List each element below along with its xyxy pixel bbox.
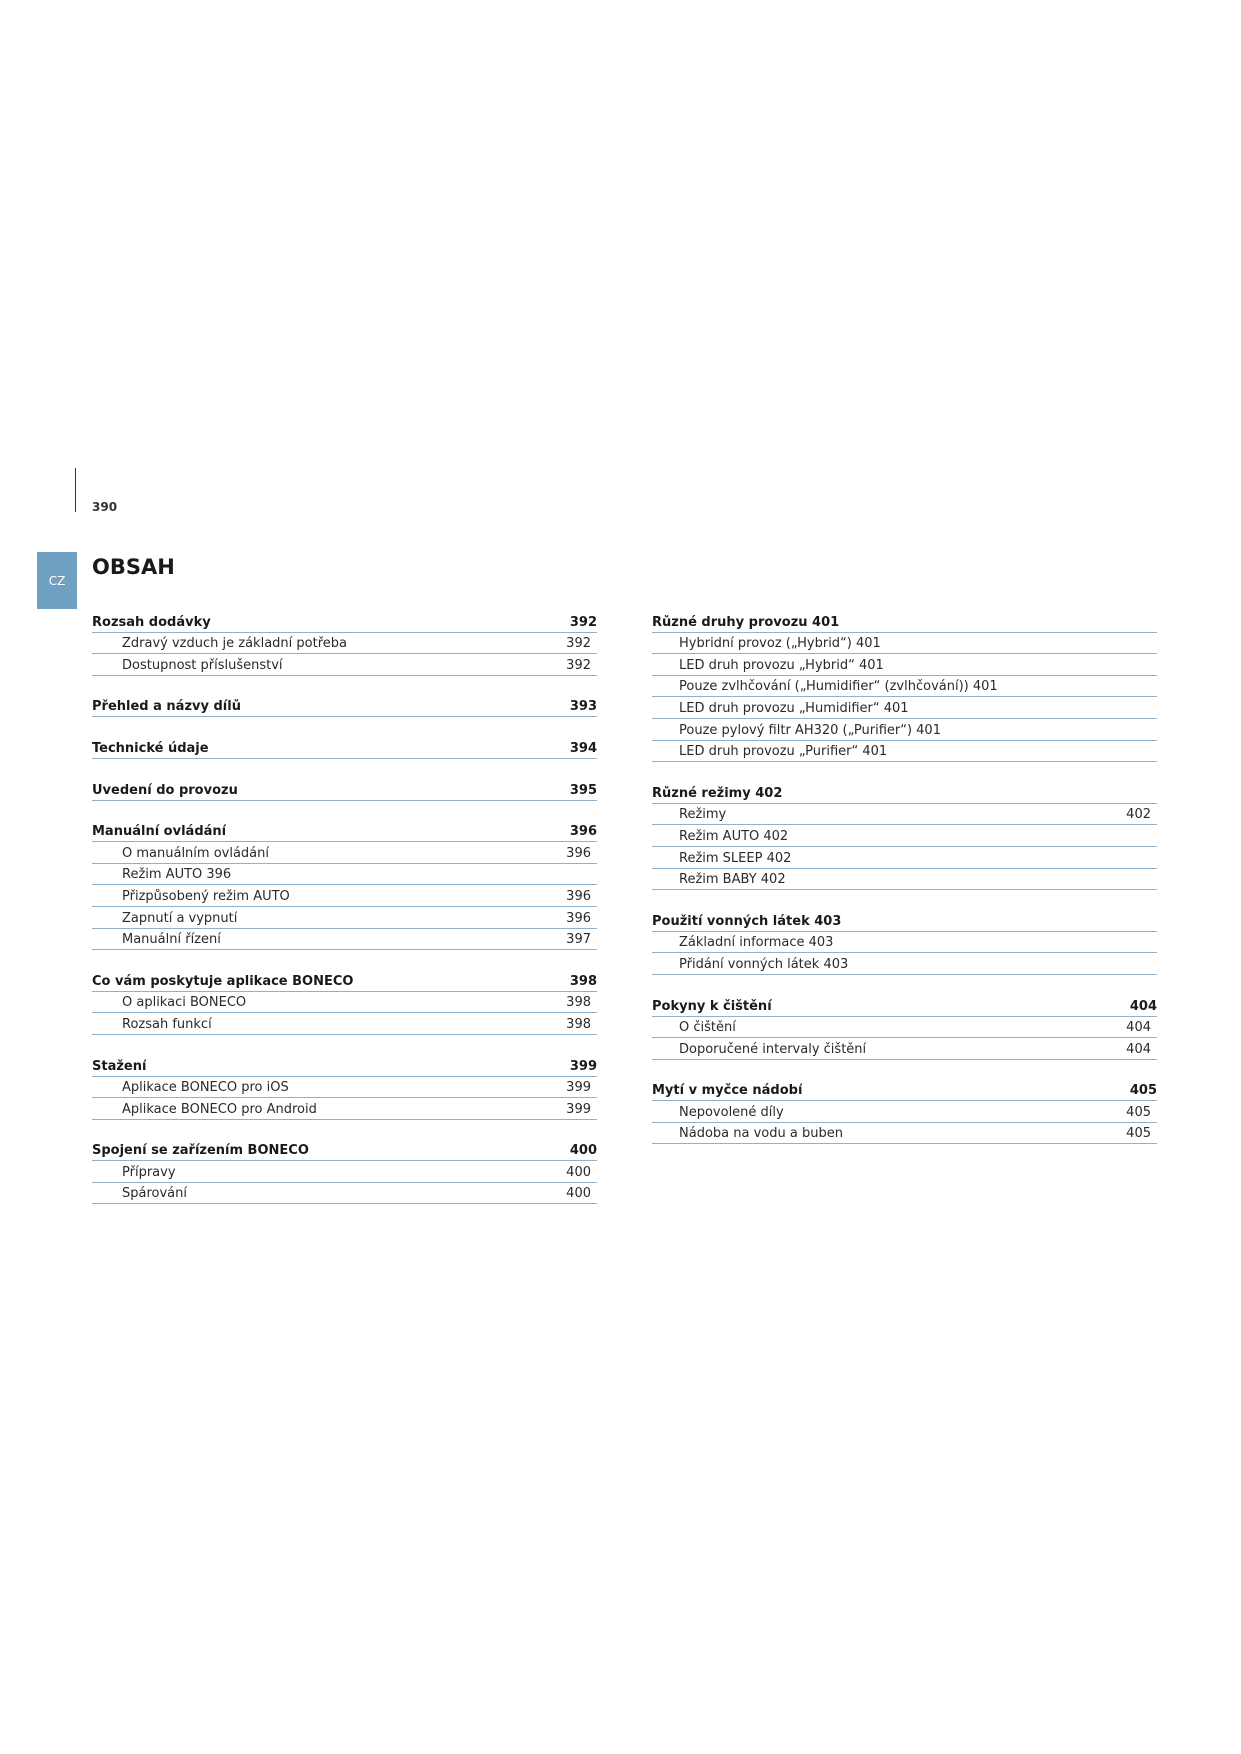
toc-heading-label: Přehled a názvy dílů bbox=[92, 699, 241, 715]
toc-entry-label: Pouze zvlhčování („Humidifier“ (zvlhčování)) 401 bbox=[679, 679, 998, 695]
toc-heading-page: 396 bbox=[569, 824, 597, 840]
toc-heading[interactable] bbox=[92, 821, 597, 843]
toc-entry-page: 400 bbox=[566, 1186, 591, 1202]
toc-section bbox=[652, 910, 1157, 975]
toc-entry[interactable] bbox=[92, 1013, 597, 1035]
toc-entry-label: Přidání vonných látek 403 bbox=[679, 956, 849, 972]
toc-section bbox=[92, 821, 597, 951]
toc-heading-label: Pokyny k čištění bbox=[652, 998, 772, 1014]
toc-heading[interactable] bbox=[652, 910, 1157, 932]
toc-entry-page: 404 bbox=[1126, 1020, 1151, 1036]
page-number: 390 bbox=[92, 500, 118, 514]
toc-heading[interactable] bbox=[652, 995, 1157, 1017]
toc-entry[interactable] bbox=[652, 1017, 1157, 1039]
toc-entry[interactable] bbox=[652, 953, 1157, 975]
toc-entry[interactable] bbox=[92, 1077, 597, 1099]
toc-entry-label: Režim SLEEP 402 bbox=[679, 850, 792, 866]
toc-heading[interactable] bbox=[652, 611, 1157, 633]
header-rule bbox=[75, 468, 76, 512]
toc-entry-label: O manuálním ovládání bbox=[122, 845, 269, 861]
toc-entry[interactable] bbox=[92, 929, 597, 951]
toc-section bbox=[92, 611, 597, 676]
toc-section bbox=[652, 1080, 1157, 1145]
toc-heading[interactable] bbox=[92, 970, 597, 992]
toc-entry-label: LED druh provozu „Purifier“ 401 bbox=[679, 744, 888, 760]
toc-entry-page: 402 bbox=[1126, 807, 1151, 823]
toc-entry[interactable] bbox=[92, 654, 597, 676]
toc-heading-label: Různé režimy 402 bbox=[652, 785, 783, 801]
toc-entry[interactable] bbox=[652, 825, 1157, 847]
toc-entry-label: Nádoba na vodu a buben bbox=[679, 1126, 843, 1142]
toc-entry-page: 396 bbox=[566, 888, 591, 904]
toc-entry[interactable] bbox=[652, 654, 1157, 676]
toc-entry-label: Zdravý vzduch je základní potřeba bbox=[122, 636, 347, 652]
toc-entry[interactable] bbox=[652, 697, 1157, 719]
toc-entry-page: 399 bbox=[566, 1080, 591, 1096]
toc-heading-label: Rozsah dodávky bbox=[92, 614, 211, 630]
page-title: OBSAH bbox=[92, 555, 175, 579]
toc-heading-label: Uvedení do provozu bbox=[92, 782, 238, 798]
toc-entry-page: 392 bbox=[566, 636, 591, 652]
toc-entry-page: 405 bbox=[1126, 1126, 1151, 1142]
toc-heading-label: Co vám poskytuje aplikace BONECO bbox=[92, 973, 354, 989]
toc-entry-label: Nepovolené díly bbox=[679, 1104, 784, 1120]
toc-heading-page: 405 bbox=[1129, 1083, 1157, 1099]
toc-heading-label: Spojení se zařízením BONECO bbox=[92, 1143, 309, 1159]
toc-left-column bbox=[92, 611, 597, 1224]
toc-entry-page: 399 bbox=[566, 1101, 591, 1117]
toc-entry-page: 398 bbox=[566, 995, 591, 1011]
toc-section bbox=[652, 995, 1157, 1060]
toc-entry-page: 397 bbox=[566, 932, 591, 948]
toc-heading-label: Mytí v myčce nádobí bbox=[652, 1083, 803, 1099]
toc-section bbox=[652, 611, 1157, 762]
toc-heading-page: 399 bbox=[569, 1058, 597, 1074]
toc-entry[interactable] bbox=[92, 842, 597, 864]
toc-heading-label: Stažení bbox=[92, 1058, 147, 1074]
toc-entry-label: Aplikace BONECO pro Android bbox=[122, 1101, 317, 1117]
toc-entry[interactable] bbox=[652, 676, 1157, 698]
language-tab: CZ bbox=[37, 552, 77, 609]
toc-section bbox=[92, 970, 597, 1035]
toc-entry-label: Dostupnost příslušenství bbox=[122, 657, 283, 673]
toc-entry[interactable] bbox=[652, 847, 1157, 869]
toc-entry[interactable] bbox=[92, 992, 597, 1014]
toc-heading-page: 400 bbox=[569, 1143, 597, 1159]
toc-entry[interactable] bbox=[652, 741, 1157, 763]
toc-heading[interactable] bbox=[92, 737, 597, 759]
toc-section bbox=[652, 782, 1157, 890]
toc-entry-label: Hybridní provoz („Hybrid“) 401 bbox=[679, 636, 881, 652]
toc-entry-label: Přípravy bbox=[122, 1164, 176, 1180]
toc-entry[interactable] bbox=[652, 1101, 1157, 1123]
toc-entry-page: 396 bbox=[566, 910, 591, 926]
toc-entry-label: Aplikace BONECO pro iOS bbox=[122, 1080, 289, 1096]
toc-entry-label: O čištění bbox=[679, 1020, 736, 1036]
toc-heading-page: 404 bbox=[1129, 998, 1157, 1014]
toc-entry-label: LED druh provozu „Humidifier“ 401 bbox=[679, 700, 909, 716]
toc-section bbox=[92, 696, 597, 718]
toc-heading-label: Manuální ovládání bbox=[92, 824, 227, 840]
toc-entry-label: Přizpůsobený režim AUTO bbox=[122, 888, 290, 904]
toc-entry[interactable] bbox=[652, 1123, 1157, 1145]
toc-entry[interactable] bbox=[92, 1161, 597, 1183]
toc-entry-label: Režim AUTO 402 bbox=[679, 828, 789, 844]
toc-heading[interactable] bbox=[652, 1080, 1157, 1102]
toc-heading-page: 392 bbox=[569, 614, 597, 630]
toc-section bbox=[92, 1055, 597, 1120]
toc-entry[interactable] bbox=[92, 633, 597, 655]
toc-heading[interactable] bbox=[92, 1055, 597, 1077]
toc-entry-label: Pouze pylový filtr AH320 („Purifier“) 401 bbox=[679, 722, 941, 738]
toc-entry-label: Spárování bbox=[122, 1186, 187, 1202]
toc-heading-page: 398 bbox=[569, 973, 597, 989]
toc-entry[interactable] bbox=[652, 633, 1157, 655]
toc-heading[interactable] bbox=[92, 696, 597, 718]
toc-entry[interactable] bbox=[652, 804, 1157, 826]
toc-heading[interactable] bbox=[92, 779, 597, 801]
toc-heading-label: Použití vonných látek 403 bbox=[652, 913, 842, 929]
toc-entry-label: Manuální řízení bbox=[122, 932, 221, 948]
toc-entry-page: 396 bbox=[566, 845, 591, 861]
toc-section bbox=[92, 779, 597, 801]
toc-entry-label: Režimy bbox=[679, 807, 727, 823]
toc-heading[interactable] bbox=[92, 611, 597, 633]
toc-section bbox=[92, 737, 597, 759]
toc-entry-page: 392 bbox=[566, 657, 591, 673]
toc-heading-label: Technické údaje bbox=[92, 740, 209, 756]
toc-heading[interactable] bbox=[652, 782, 1157, 804]
toc-entry-label: Rozsah funkcí bbox=[122, 1016, 212, 1032]
toc-entry[interactable] bbox=[652, 932, 1157, 954]
toc-entry[interactable] bbox=[652, 1038, 1157, 1060]
toc-entry-page: 398 bbox=[566, 1016, 591, 1032]
toc-entry[interactable] bbox=[92, 1183, 597, 1205]
toc-entry-page: 400 bbox=[566, 1164, 591, 1180]
toc-entry-page: 404 bbox=[1126, 1041, 1151, 1057]
toc-entry[interactable] bbox=[652, 869, 1157, 891]
toc-entry[interactable] bbox=[652, 719, 1157, 741]
toc-heading-page: 395 bbox=[569, 782, 597, 798]
toc-heading[interactable] bbox=[92, 1140, 597, 1162]
toc-entry-page: 405 bbox=[1126, 1104, 1151, 1120]
toc-entry-label: Základní informace 403 bbox=[679, 935, 834, 951]
toc-entry[interactable] bbox=[92, 864, 597, 886]
toc-section bbox=[92, 1140, 597, 1205]
toc-right-column bbox=[652, 611, 1157, 1164]
toc-heading-label: Různé druhy provozu 401 bbox=[652, 614, 840, 630]
toc-entry[interactable] bbox=[92, 907, 597, 929]
toc-entry-label: Režim AUTO 396 bbox=[122, 867, 232, 883]
toc-heading-page: 394 bbox=[569, 740, 597, 756]
toc-entry[interactable] bbox=[92, 1098, 597, 1120]
toc-entry-label: LED druh provozu „Hybrid“ 401 bbox=[679, 657, 884, 673]
toc-entry[interactable] bbox=[92, 885, 597, 907]
toc-entry-label: Doporučené intervaly čištění bbox=[679, 1041, 867, 1057]
toc-entry-label: Zapnutí a vypnutí bbox=[122, 910, 238, 926]
toc-entry-label: O aplikaci BONECO bbox=[122, 995, 247, 1011]
toc-entry-label: Režim BABY 402 bbox=[679, 872, 786, 888]
toc-heading-page: 393 bbox=[569, 699, 597, 715]
